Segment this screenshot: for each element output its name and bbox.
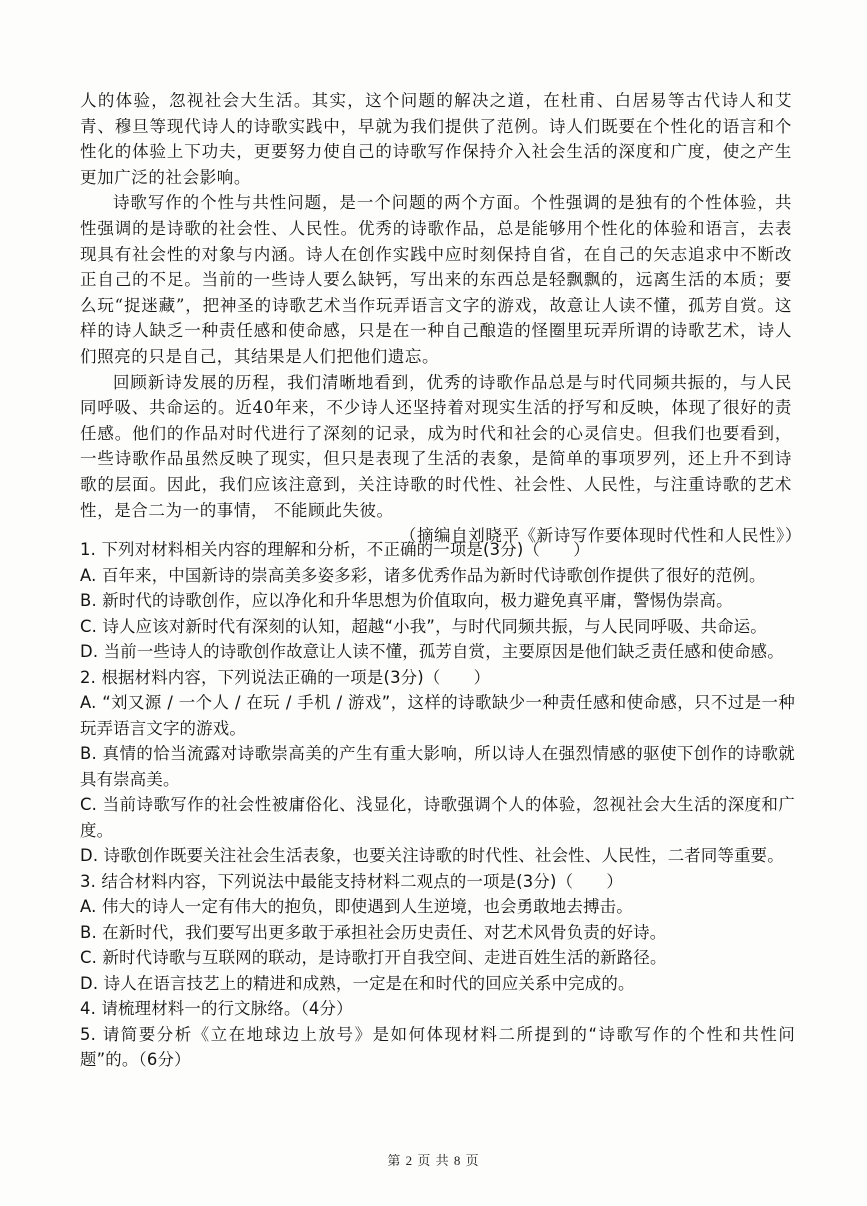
question-1-stem: 1. 下列对材料相关内容的理解和分析，不正确的一项是(3分)（ ） [80,540,590,559]
question-2-option-b: B. 真情的恰当流露对诗歌崇高美的产生有重大影响，所以诗人在强烈情感的驱使下创作的诗歌就具有崇高美。 [80,744,795,789]
question-list [80,537,795,1073]
question-2-option-a: A. “刘又源 / 一个人 / 在玩 / 手机 / 游戏”，这样的诗歌缺少一种责任感和使命感，只不过是一种玩弄语言文字的游戏。 [80,693,795,738]
question-2-option-d: D. 诗歌创作既要关注社会生活表象，也要关注诗歌的时代性、社会性、人民性，二者同等重要。 [80,846,784,865]
question-2-option-c: C. 当前诗歌写作的社会性被庸俗化、浅显化，诗歌强调个人的体验，忽视社会大生活的深度和广度。 [80,795,795,840]
passage-paragraph-3: 回顾新诗发展的历程，我们清晰地看到，优秀的诗歌作品总是与时代同频共振的，与人民同呼吸、共命运的。近40年来，不少诗人还坚持着对现实生活的抒写和反映，体现了很好的责任感。他们的作品对时代进行了深刻的记录，成为时代和社会的心灵信史。但我们也要看到，一些诗歌作品虽然反映了现实，但只是表现了生活的表象，是简单的事项罗列，还上升不到诗歌的层面。因此，我们应该注意到，关注诗歌的时代性、社会性、人民性，与注重诗歌的艺术性，是合二为一的事情， 不能顾此失彼。 [80,372,792,520]
question-1-option-a: A. 百年来，中国新诗的崇高美多姿多彩，诸多优秀作品为新时代诗歌创作提供了很好的范例。 [80,565,766,585]
passage-paragraph-1: 人的体验，忽视社会大生活。其实，这个问题的解决之道，在杜甫、白居易等古代诗人和艾青、穆旦等现代诗人的诗歌实践中，早就为我们提供了范例。诗人们既要在个性化的语言和个性化的体验上下功夫，更要努力使自己的诗歌写作保持介入社会生活的深度和广度，使之产生更加广泛的社会影响。 [80,91,792,187]
question-3-option-b: B. 在新时代，我们要写出更多敢于承担社会历史责任、对艺术风骨负责的好诗。 [80,922,667,942]
reading-passage [80,88,802,549]
question-3-option-c: C. 新时代诗歌与互联网的联动，是诗歌打开自我空间、走进百姓生活的新路径。 [80,948,667,967]
question-3-option-d: D. 诗人在语言技艺上的精进和成熟，一定是在和时代的回应关系中完成的。 [80,973,635,993]
question-4: 4. 请梳理材料一的行文脉络。（4分） [80,999,353,1018]
passage-source: （摘编自刘晓平《新诗写作要体现时代性和人民性》） [399,526,802,546]
question-1-option-d: D. 当前一些诗人的诗歌创作故意让人读不懂，孤芳自赏，主要原因是他们缺乏责任感和使命感。 [80,642,784,661]
question-3-option-a: A. 伟大的诗人一定有伟大的抱负，即使遇到人生逆境，也会勇敢地去搏击。 [80,897,633,916]
passage-paragraph-2: 诗歌写作的个性与共性问题，是一个问题的两个方面。个性强调的是独有的个性体验，共性强调的是诗歌的社会性、人民性。优秀的诗歌作品，总是能够用个性化的体验和语言，去表现具有社会性的对象与内涵。诗人在创作实践中应时刻保持自省，在自己的矢志追求中不断改正自己的不足。当前的一些诗人要么缺钙，写出来的东西总是轻飘飘的，远离生活的本质；要么玩“捉迷藏”，把神圣的诗歌艺术当作玩弄语言文字的游戏，故意让人读不懂，孤芳自赏。这样的诗人缺乏一种责任感和使命感，只是在一种自己酿造的怪圈里玩弄所谓的诗歌艺术，诗人们照亮的只是自己，其结果是人们把他们遗忘。 [80,193,792,366]
question-1-option-c: C. 诗人应该对新时代有深刻的认知，超越“小我”，与时代同频共振，与人民同呼吸、共命运。 [80,616,767,636]
question-3-stem: 3. 结合材料内容，下列说法中最能支持材料二观点的一项是(3分)（ ） [80,871,623,891]
question-1-option-b: B. 新时代的诗歌创作，应以净化和升华思想为价值取向，极力避免真平庸，警惕伪崇高。 [80,591,733,610]
question-5: 5. 请简要分析《立在地球边上放号》是如何体现材料二所提到的“诗歌写作的个性和共性问题”的。（6分） [80,1024,795,1069]
question-2-stem: 2. 根据材料内容，下列说法正确的一项是(3分)（ ） [80,667,491,687]
page-number: 第 2 页 共 8 页 [387,1153,480,1168]
